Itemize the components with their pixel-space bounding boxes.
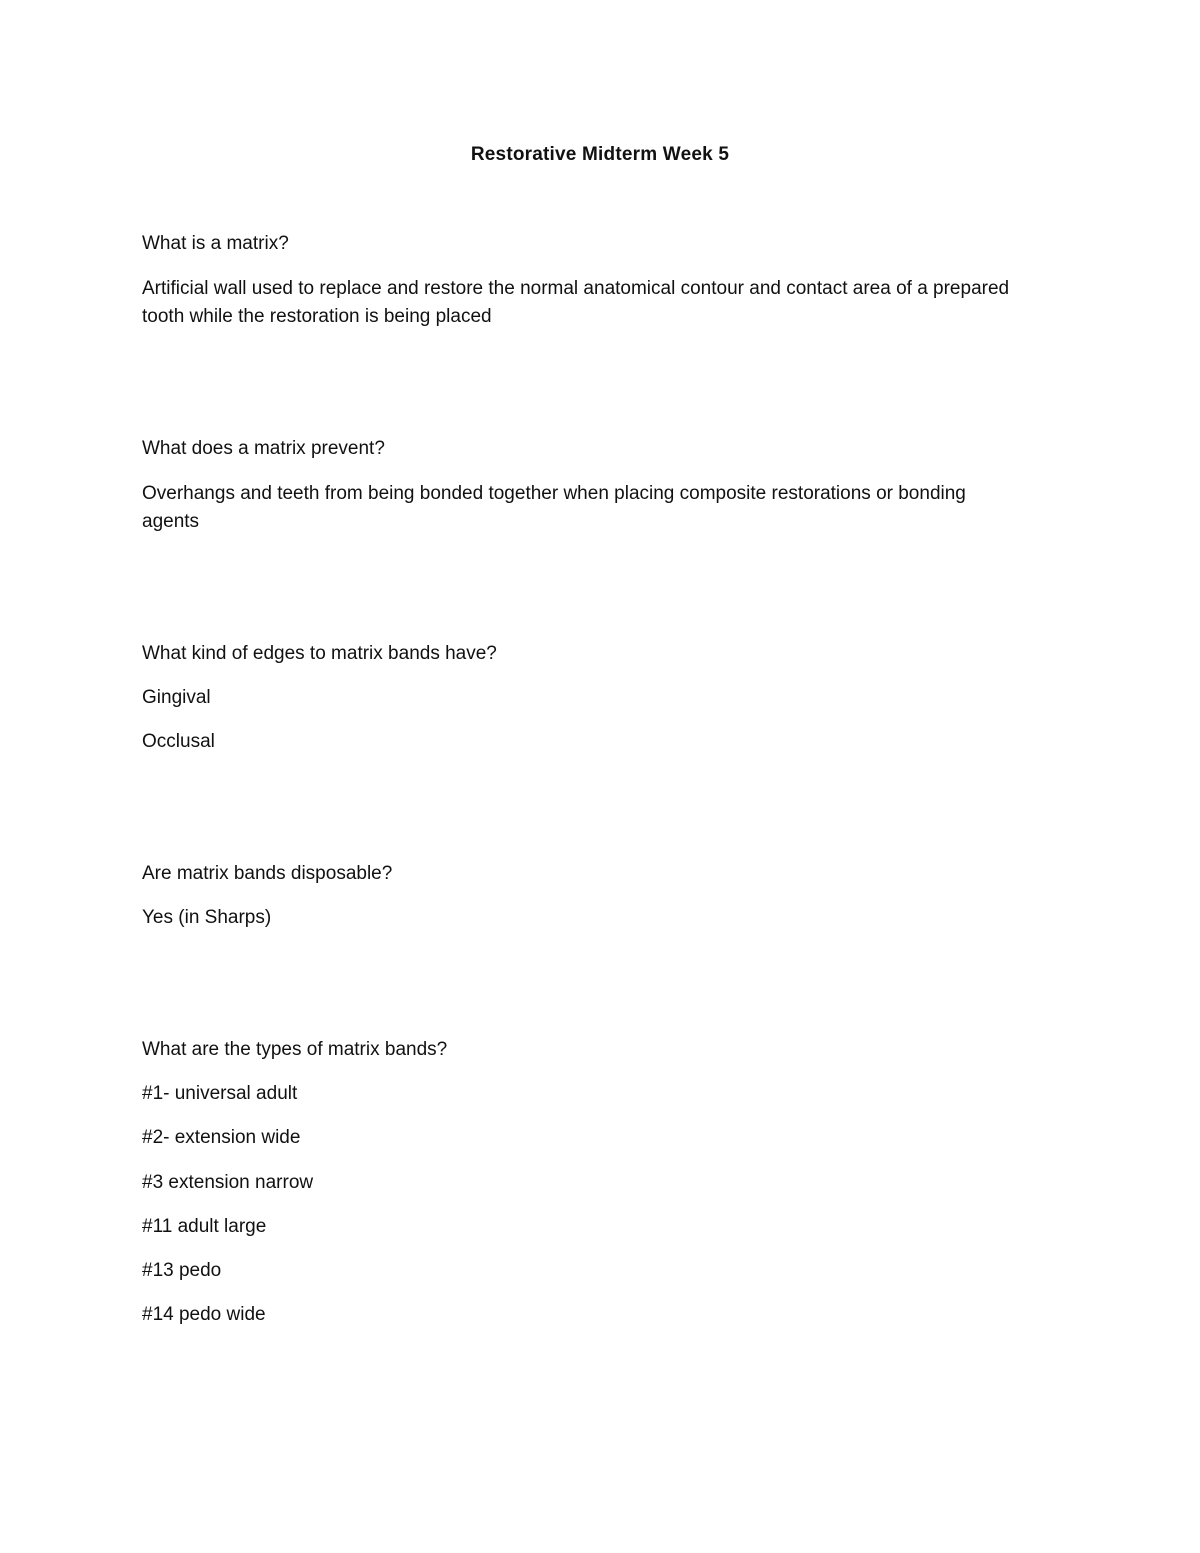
band-type-13: #13 pedo [142, 1260, 222, 1281]
answer-1-line-2: tooth while the restoration is being placed [142, 306, 492, 327]
question-5: What are the types of matrix bands? [142, 1039, 448, 1060]
answer-2-line-2: agents [142, 511, 200, 532]
question-3: What kind of edges to matrix bands have? [142, 643, 497, 664]
question-2: What does a matrix prevent? [142, 438, 385, 459]
band-type-14: #14 pedo wide [142, 1304, 266, 1325]
band-type-3: #3 extension narrow [142, 1172, 314, 1193]
answer-4: Yes (in Sharps) [142, 907, 272, 928]
answer-1-line-1: Artificial wall used to replace and restore the normal anatomical contour and contact area of a prepared [142, 278, 1010, 299]
answer-3-gingival: Gingival [142, 687, 211, 708]
band-type-2: #2- extension wide [142, 1127, 301, 1148]
band-type-11: #11 adult large [142, 1216, 267, 1237]
question-1: What is a matrix? [142, 233, 289, 254]
band-type-1: #1- universal adult [142, 1083, 298, 1104]
answer-2-line-1: Overhangs and teeth from being bonded together when placing composite restorations or bonding [142, 483, 966, 504]
document-title: Restorative Midterm Week 5 [470, 144, 730, 165]
question-4: Are matrix bands disposable? [142, 863, 393, 884]
answer-3-occlusal: Occlusal [142, 731, 215, 752]
